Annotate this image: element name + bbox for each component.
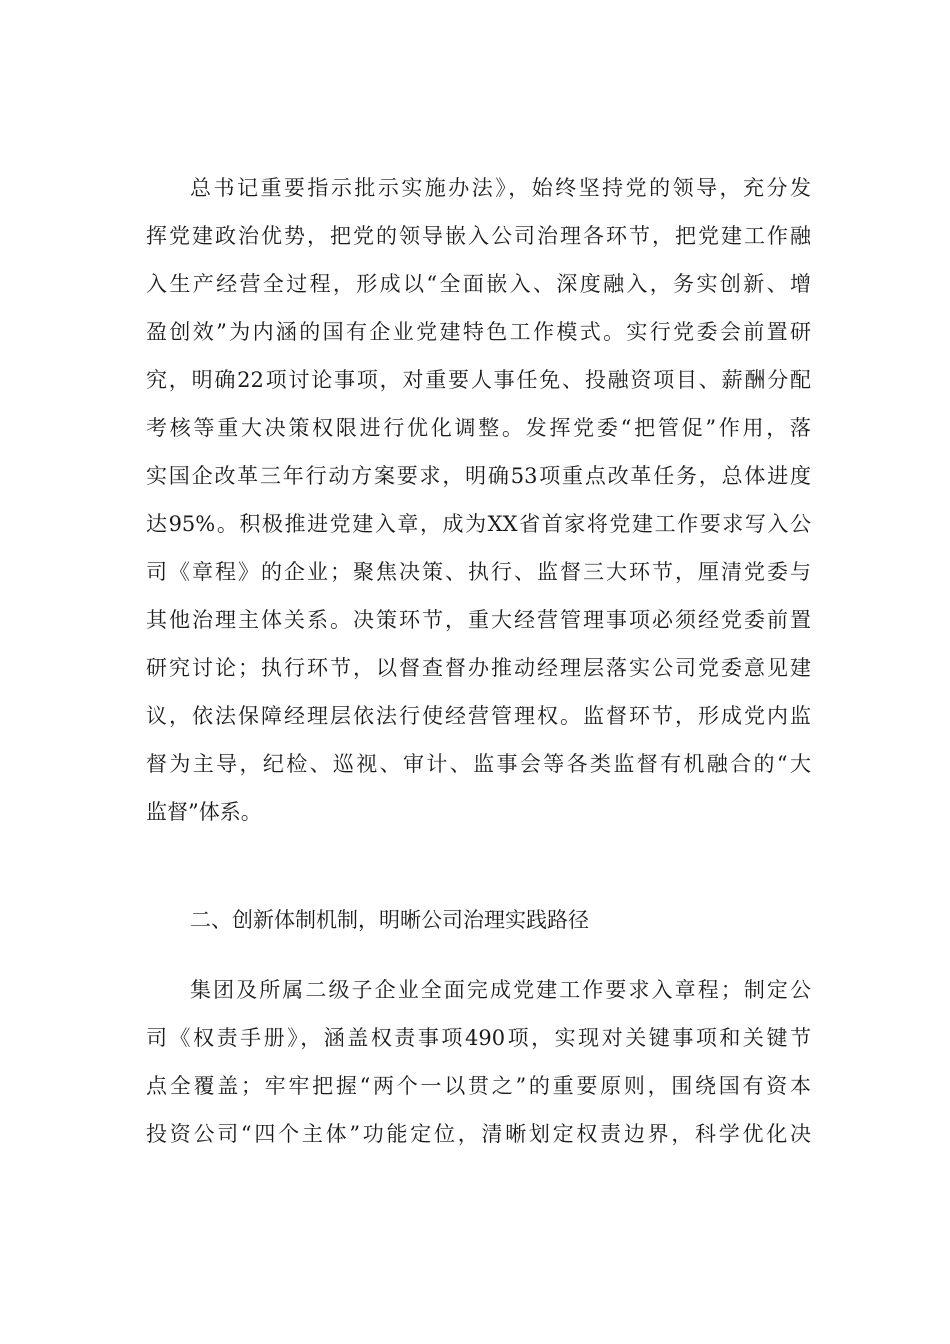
paragraph-line: 挥党建政治优势，把党的领导嵌入公司治理各环节，把党建工作融 (146, 224, 811, 248)
paragraph-line: 达95%。积极推进党建入章，成为XX省首家将党建工作要求写入公 (146, 512, 811, 536)
paragraph-line: 考核等重大决策权限进行优化调整。发挥党委“把管促”作用，落 (146, 416, 811, 440)
body-paragraph-1 (146, 164, 811, 836)
paragraph-line: 投资公司“四个主体”功能定位，清晰划定权责边界，科学优化决 (146, 1122, 811, 1146)
paragraph-line: 其他治理主体关系。决策环节，重大经营管理事项必须经党委前置 (146, 608, 811, 632)
body-paragraph-2 (146, 966, 811, 1158)
paragraph-line: 司《章程》的企业；聚焦决策、执行、监督三大环节，厘清党委与 (146, 560, 811, 584)
paragraph-line: 督为主导，纪检、巡视、审计、监事会等各类监督有机融合的“大 (146, 752, 811, 776)
paragraph-line: 总书记重要指示批示实施办法》，始终坚持党的领导，充分发 (190, 176, 811, 200)
section-heading (146, 896, 811, 944)
paragraph-line: 研究讨论；执行环节，以督查督办推动经理层落实公司党委意见建 (146, 656, 811, 680)
paragraph-line: 盈创效”为内涵的国有企业党建特色工作模式。实行党委会前置研 (146, 320, 811, 344)
paragraph-line: 点全覆盖；牢牢把握“两个一以贯之”的重要原则，围绕国有资本 (146, 1074, 811, 1098)
paragraph-line: 司《权责手册》，涵盖权责事项490项，实现对关键事项和关键节 (146, 1026, 811, 1050)
paragraph-line: 监督”体系。 (146, 800, 262, 824)
paragraph-line: 究，明确22项讨论事项，对重要人事任免、投融资项目、薪酬分配 (146, 368, 811, 392)
paragraph-line: 入生产经营全过程，形成以“全面嵌入、深度融入，务实创新、增 (146, 272, 811, 296)
paragraph-line: 集团及所属二级子企业全面完成党建工作要求入章程；制定公 (190, 978, 811, 1002)
paragraph-line: 实国企改革三年行动方案要求，明确53项重点改革任务，总体进度 (146, 464, 811, 488)
section-heading-text: 二、创新体制机制，明晰公司治理实践路径 (190, 908, 589, 932)
paragraph-line: 议，依法保障经理层依法行使经营管理权。监督环节，形成党内监 (146, 704, 811, 728)
